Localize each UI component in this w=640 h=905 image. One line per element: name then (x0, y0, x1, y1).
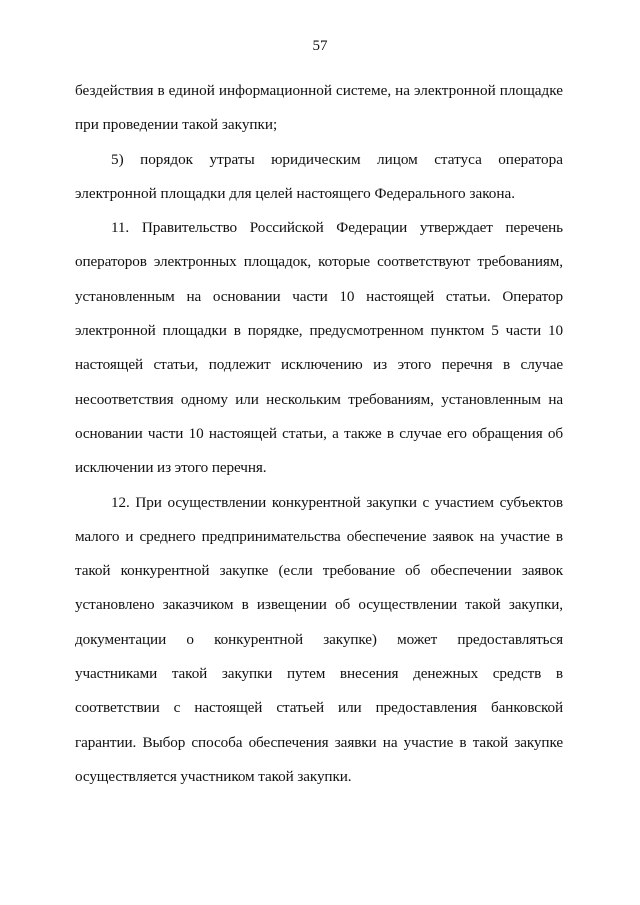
paragraph-part-12: 12. При осуществлении конкурентной закупки с участием субъектов малого и среднего предпринимательства обеспечение заявок на участие в такой конкурентной закупке (если требование об обеспечении заявок установлено заказчиком в извещении об осуществлении такой закупки, документации о конкурентной закупке) может предоставляться участниками такой закупки путем внесения денежных средств в соответствии с настоящей статьей или предоставления банковской гарантии. Выбор способа обеспечения заявки на участие в такой закупке осуществляется участником такой закупки. (75, 493, 563, 785)
page-number: 57 (312, 38, 328, 54)
paragraph-continuation: бездействия в единой информационной системе, на электронной площадке при проведении такой закупки; (75, 82, 563, 134)
paragraph-part-11: 11. Правительство Российской Федерации утверждает перечень операторов электронных площадок, которые соответствуют требованиям, установленным на основании части 10 настоящей статьи. Оператор электронной площадки в порядке, предусмотренном пунктом 5 части 10 настоящей статьи, подлежит исключению из этого перечня в случае несоответствия одному или нескольким требованиям, установленным на основании части 10 настоящей статьи, а также в случае его обращения об исключении из этого перечня. (75, 219, 563, 477)
paragraph-item-5: 5) порядок утраты юридическим лицом статуса оператора электронной площадки для целей настоящего Федерального закона. (75, 150, 563, 202)
document-body (75, 74, 563, 794)
